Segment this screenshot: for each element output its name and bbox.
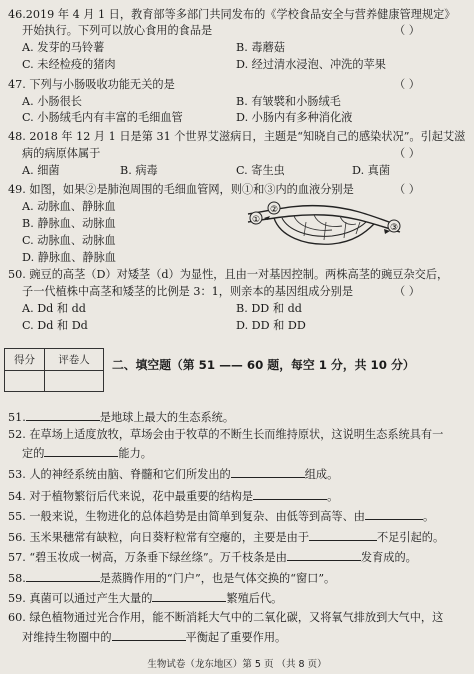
q56-blank [309, 529, 377, 541]
q60-line1: 60. 绿色植物通过光合作用，能不断消耗大气中的二氧化碳，又将氧气排放到大气中，这 [8, 611, 444, 624]
q57-blank [287, 549, 361, 561]
q47-answer-paren: （ ） [394, 78, 420, 91]
q56: 56. 玉米果穗常有缺粒，向日葵籽粒常有空瘪的，主要是由于 不足引起的。 [8, 531, 445, 544]
q47-option-b: B. 有皱襞和小肠绒毛 [236, 95, 341, 108]
q46-answer-paren: （ ） [394, 24, 420, 37]
q60-blank [112, 629, 186, 641]
q48-stem-line1: 48. 2018 年 12 月 1 日是第 31 个世界艾滋病日，主题是“知晓自己的感染状况”。引起艾滋 [8, 130, 466, 143]
q50-option-d: D. DD 和 DD [236, 319, 306, 332]
fig-label-2: ② [269, 205, 279, 215]
fig-label-3: ③ [389, 223, 399, 233]
q47-option-d: D. 小肠内有多种消化液 [236, 111, 353, 124]
q49-option-d: D. 静脉血、静脉血 [22, 251, 116, 264]
q48-option-c: C. 寄生虫 [236, 164, 285, 177]
q50-stem-line2: 子一代植株中高茎和矮茎的比例是 3：1，则亲本的基因组成分别是 [22, 285, 354, 298]
q48-option-a: A. 细菌 [22, 164, 60, 177]
q54: 54. 对于植物繁衍后代来说，花中最重要的结构是 。 [8, 490, 339, 503]
q52-line1: 52. 在草场上适度放牧，草场会由于牧草的不断生长而维持原状，这说明生态系统具有一 [8, 428, 444, 441]
q47-stem: 47. 下列与小肠吸收功能无关的是 [8, 78, 175, 91]
q57: 57. “碧玉妆成一树高，万条垂下绿丝绦”。万千枝条是由 发育成的。 [8, 551, 417, 564]
score-table [4, 348, 104, 392]
q46-option-d: D. 经过清水浸泡、冲洗的苹果 [236, 58, 386, 71]
q59: 59. 真菌可以通过产生大量的 繁殖后代。 [8, 592, 283, 605]
q48-answer-paren: （ ） [394, 147, 420, 160]
q50-option-c: C. Dd 和 Dd [22, 319, 88, 332]
grader-header: 评卷人 [44, 349, 103, 371]
q48-option-b: B. 病毒 [120, 164, 158, 177]
section-title: 二、填空题（第 51 —— 60 题，每空 1 分，共 10 分） [112, 358, 415, 372]
q55: 55. 一般来说，生物进化的总体趋势是由简单到复杂、由低等到高等、由 。 [8, 510, 435, 523]
q58-blank [26, 570, 100, 582]
q50-stem-line1: 50. 豌豆的高茎（D）对矮茎（d）为显性，且由一对基因控制。两株高茎的豌豆杂交后， [8, 268, 449, 281]
q49-option-b: B. 静脉血、动脉血 [22, 217, 116, 230]
q55-blank [365, 508, 423, 520]
q52-line2: 定的 能力。 [22, 447, 152, 460]
q46-stem-line1: 46.2019 年 4 月 1 日，教育部等多部门共同发布的《学校食品安全与营养健康管理规定》 [8, 8, 456, 21]
capillary-diagram [244, 196, 404, 254]
q59-blank [152, 590, 226, 602]
q53: 53. 人的神经系统由脑、脊髓和它们所发出的 组成。 [8, 468, 339, 481]
q46-option-c: C. 未经检疫的猪肉 [22, 58, 116, 71]
q58: 58. 是蒸腾作用的“门户”，也是气体交换的“窗口”。 [8, 572, 336, 585]
q49-option-c: C. 动脉血、动脉血 [22, 234, 116, 247]
fig-label-1: ① [251, 215, 261, 225]
q49-stem: 49. 如图，如果②是肺泡周围的毛细血管网，则①和③内的血液分别是 [8, 183, 354, 196]
q47-option-c: C. 小肠绒毛内有丰富的毛细血管 [22, 111, 183, 124]
q48-stem-line2: 病的病原体属于 [22, 147, 101, 160]
q51-blank [26, 409, 100, 421]
q52-blank [44, 445, 118, 457]
q50-answer-paren: （ ） [394, 285, 420, 298]
q47-option-a: A. 小肠很长 [22, 95, 82, 108]
q46-option-b: B. 毒蘑菇 [236, 41, 285, 54]
q51: 51. 是地球上最大的生态系统。 [8, 411, 235, 424]
q50-option-a: A. Dd 和 dd [22, 302, 86, 315]
q49-answer-paren: （ ） [394, 183, 420, 196]
q46-option-a: A. 发芽的马铃薯 [22, 41, 105, 54]
q54-blank [253, 488, 327, 500]
grader-cell [44, 370, 103, 392]
page-footer: 生物试卷（龙东地区）第 5 页 （共 8 页） [147, 659, 327, 670]
q46-stem-line2: 开始执行。下列可以放心食用的食品是 [22, 24, 213, 37]
q60-line2: 对维持生物圈中的 平衡起了重要作用。 [22, 631, 287, 644]
q49-option-a: A. 动脉血、静脉血 [22, 200, 116, 213]
q48-option-d: D. 真菌 [352, 164, 391, 177]
q53-blank [231, 466, 305, 478]
score-cell [5, 370, 45, 392]
q50-option-b: B. DD 和 dd [236, 302, 302, 315]
score-header: 得分 [5, 349, 45, 371]
